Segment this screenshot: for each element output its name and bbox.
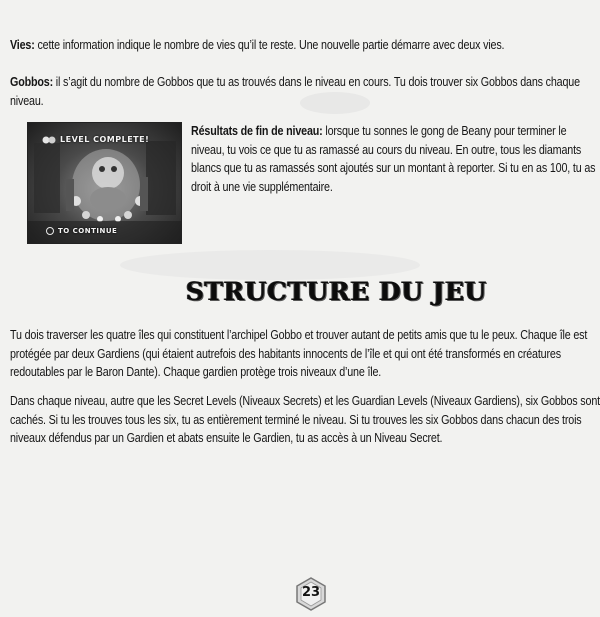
lives-text: cette information indique le nombre de vies qu’il te reste. Une nouvelle partie démarre avec deux vies.: [34, 38, 505, 52]
level-results-text: lorsque tu sonnes le gong de Beany pour terminer le niveau, tu vois ce que tu as ramassé au cours du niveau. En outre, tous les diamants blancs que tu as ramassés sont ajoutés sur un montant à reporter. Si tu en as 100, tu as droit à une vie supplémentaire.: [191, 124, 596, 194]
gobbos-paragraph: [10, 73, 600, 110]
structure-paragraph: Tu dois traverser les quatre îles qui constituent l’archipel Gobbo et trouver autant de petits amis que tu le peux. Chaque île est protégée par deux Gardiens (qui étaient autrefois des habitants innocents de l’île et qui ont été transformés en créatures redoutables par le Baron Dante). Chaque gardien protège trois niveaux d’une île.: [10, 328, 588, 379]
level-complete-screenshot: [27, 122, 182, 244]
circle-button-icon: [46, 227, 54, 235]
gobbos-text: il s’agit du nombre de Gobbos que tu as trouvés dans le niveau en cours. Tu dois trouver six Gobbos dans chaque niveau.: [10, 75, 580, 108]
gobbo-icon: [42, 135, 56, 145]
level-results-label: Résultats de fin de niveau:: [191, 124, 323, 138]
level-complete-text: LEVEL COMPLETE!: [60, 135, 150, 144]
lives-label: Vies:: [10, 38, 35, 52]
continue-prompt: TO CONTINUE: [58, 227, 118, 235]
show-through-smudge: [120, 250, 420, 280]
level-results-paragraph: [191, 122, 599, 196]
section-heading: STRUCTURE DU JEU: [186, 277, 487, 306]
lives-paragraph: [10, 36, 543, 55]
gobbos-label: Gobbos:: [10, 75, 53, 89]
page-number: 23: [301, 585, 321, 600]
page-number-badge: [293, 576, 329, 612]
levels-paragraph: Dans chaque niveau, autre que les Secret Levels (Niveaux Secrets) et les Guardian Levels (Niveaux Gardiens), six Gobbos sont cachés. Si tu les trouves tous les six, tu as entièrement terminé le niveau. Si tu trouves les six Gobbos dans chacun des trois niveaux défendus par un Gardien et abats ensuite le Gardien, tu as accès à un Niveau Secret.: [10, 394, 600, 445]
